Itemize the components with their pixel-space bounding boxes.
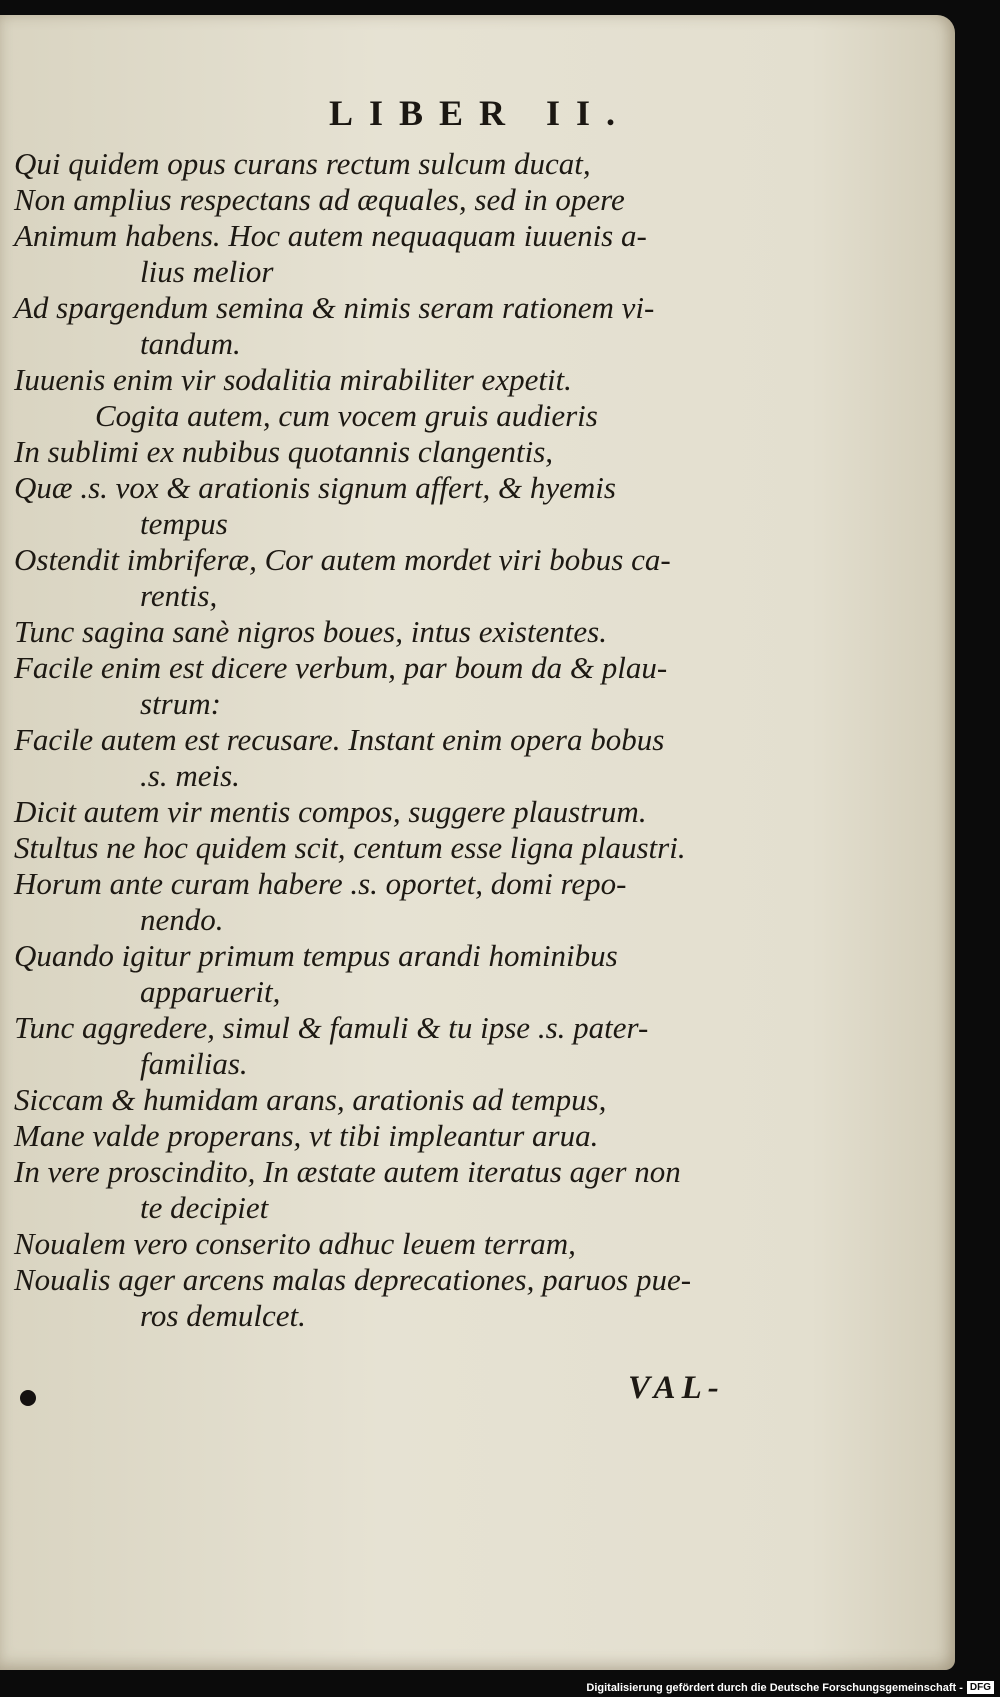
verse-line: In sublimi ex nubibus quotannis clangentis, xyxy=(14,434,554,469)
verse-line-continuation: nendo. xyxy=(140,902,224,937)
verse-line: Animum habens. Hoc autem nequaquam iuuenis a- xyxy=(14,218,647,253)
verse-line: Non amplius respectans ad æquales, sed in opere xyxy=(14,182,625,217)
verse-line-continuation: apparuerit, xyxy=(140,974,281,1009)
verse-line: Noualis ager arcens malas deprecationes, paruos pue- xyxy=(14,1262,692,1297)
credit-text: Digitalisierung gefördert durch die Deutsche Forschungsgemeinschaft - xyxy=(586,1681,963,1694)
verse-line: Noualem vero conserito adhuc leuem terram, xyxy=(14,1226,576,1261)
catchword: VAL- xyxy=(628,1370,725,1406)
verse-line: Tunc aggredere, simul & famuli & tu ipse .s. pater- xyxy=(14,1010,649,1045)
verse-line: Quæ .s. vox & arationis signum affert, & hyemis xyxy=(14,470,616,505)
dfg-logo: DFG xyxy=(967,1681,994,1694)
verse-line-continuation: ros demulcet. xyxy=(140,1298,306,1333)
running-header: LIBER II. xyxy=(328,93,632,133)
verse-line: Stultus ne hoc quidem scit, centum esse ligna plaustri. xyxy=(14,830,686,865)
verse-line: Horum ante curam habere .s. oportet, domi repo- xyxy=(14,866,627,901)
verse-line: Mane valde properans, vt tibi impleantur arua. xyxy=(14,1118,599,1153)
verse-line: Facile enim est dicere verbum, par boum da & plau- xyxy=(14,650,668,685)
digitization-credit xyxy=(586,1681,994,1694)
verse-line: Qui quidem opus curans rectum sulcum ducat, xyxy=(14,146,591,181)
verse-line: Tunc sagina sanè nigros boues, intus existentes. xyxy=(14,614,607,649)
verse-line-continuation: strum: xyxy=(140,686,221,721)
verse-line-continuation: .s. meis. xyxy=(140,758,240,793)
verse-line-indented: Cogita autem, cum vocem gruis audieris xyxy=(95,398,598,433)
verse-line: Ostendit imbriferæ, Cor autem mordet viri bobus ca- xyxy=(14,542,671,577)
verse-line: Dicit autem vir mentis compos, suggere plaustrum. xyxy=(14,794,647,829)
verse-line-continuation: rentis, xyxy=(140,578,218,613)
verse-line-continuation: lius melior xyxy=(140,254,274,289)
verse-line: Siccam & humidam arans, arationis ad tempus, xyxy=(14,1082,607,1117)
verse-line-continuation: tandum. xyxy=(140,326,241,361)
verse-line: Quando igitur primum tempus arandi hominibus xyxy=(14,938,618,973)
bullet-mark-icon xyxy=(20,1390,36,1406)
verse-line: In vere proscindito, In æstate autem iteratus ager non xyxy=(14,1154,681,1189)
verse-line-continuation: tempus xyxy=(140,506,228,541)
verse-line-continuation: te decipiet xyxy=(140,1190,269,1225)
verse-line: Ad spargendum semina & nimis seram rationem vi- xyxy=(14,290,655,325)
verse-line: Facile autem est recusare. Instant enim opera bobus xyxy=(14,722,665,757)
verse-line-continuation: familias. xyxy=(140,1046,248,1081)
verse-line: Iuuenis enim vir sodalitia mirabiliter expetit. xyxy=(14,362,572,397)
